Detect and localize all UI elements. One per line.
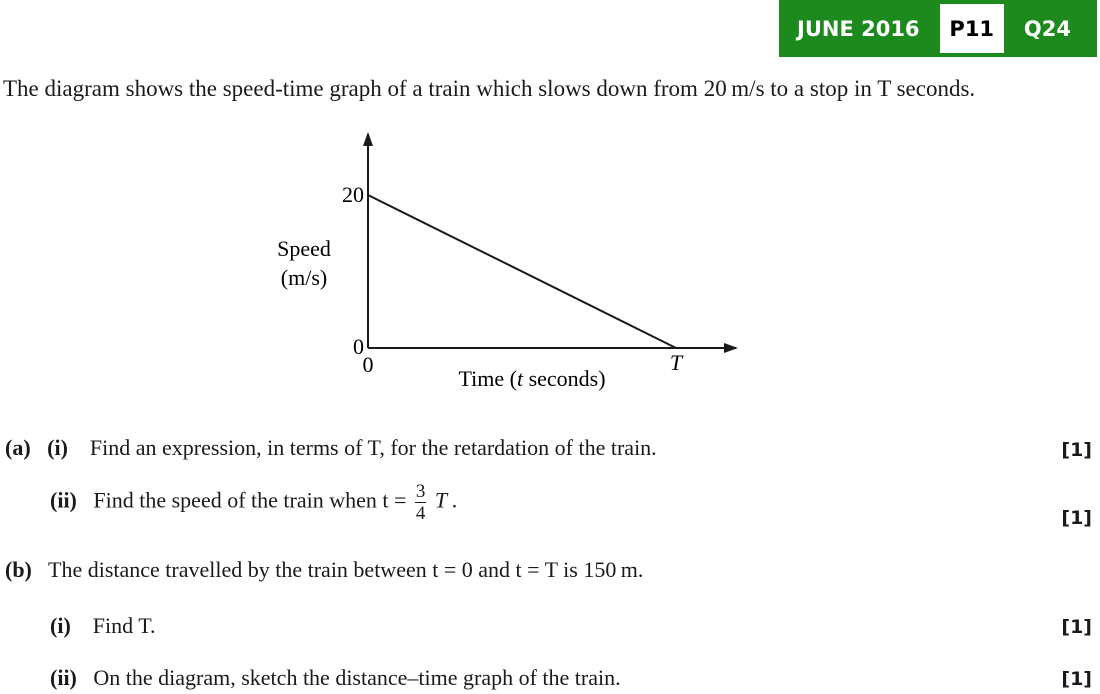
part-a-ii-mark: [1] xyxy=(1061,507,1092,529)
part-b-ii-mark: [1] xyxy=(1061,668,1092,690)
intro-text: The diagram shows the speed-time graph of a train which slows down from 20 m/s to a stop in T seconds. xyxy=(3,76,976,101)
question-a-ii xyxy=(50,482,458,523)
part-b-i-label: (i) xyxy=(50,613,71,638)
part-b-label: (b) xyxy=(5,557,32,582)
part-a-ii-text-after: T . xyxy=(434,487,458,513)
part-a-label: (a) xyxy=(5,435,31,460)
question-badge xyxy=(779,0,1097,57)
part-a-ii-text-before: Find the speed of the train when t = xyxy=(93,487,407,513)
y-tick-0: 0 xyxy=(353,334,364,359)
x-tick-T: T xyxy=(669,350,683,375)
paper-label: P11 xyxy=(940,4,1004,53)
part-a-i-text: Find an expression, in terms of T, for the retardation of the train. xyxy=(89,435,657,460)
part-b-ii-text: On the diagram, sketch the distance–time graph of the train. xyxy=(93,665,621,690)
part-b-text: The distance travelled by the train between t = 0 and t = T is 150 m. xyxy=(48,557,644,582)
speed-time-graph xyxy=(260,128,760,398)
question-b-i xyxy=(50,613,156,639)
part-b-i-mark: [1] xyxy=(1061,616,1092,638)
fraction-denominator: 4 xyxy=(415,503,426,524)
question-b xyxy=(5,557,643,583)
x-tick-0: 0 xyxy=(362,352,374,377)
part-b-i-text: Find T. xyxy=(92,613,156,638)
y-axis-label-line2: (m/s) xyxy=(280,265,328,290)
part-a-i-label: (i) xyxy=(47,435,68,460)
x-axis-label: Time (t seconds) xyxy=(458,366,606,391)
question-number-label: Q24 xyxy=(1023,16,1071,41)
y-tick-20: 20 xyxy=(342,182,364,207)
speed-line xyxy=(368,195,676,348)
fraction-numerator: 3 xyxy=(415,481,426,502)
question-b-ii xyxy=(50,665,621,691)
y-axis-label-line1: Speed xyxy=(277,236,331,261)
question-a-i xyxy=(5,435,657,461)
part-a-i-mark: [1] xyxy=(1061,439,1092,461)
part-b-ii-label: (ii) xyxy=(50,665,77,690)
exam-session-label: JUNE 2016 xyxy=(797,16,920,41)
part-a-ii-label: (ii) xyxy=(50,487,77,513)
fraction-three-quarters xyxy=(415,482,427,523)
